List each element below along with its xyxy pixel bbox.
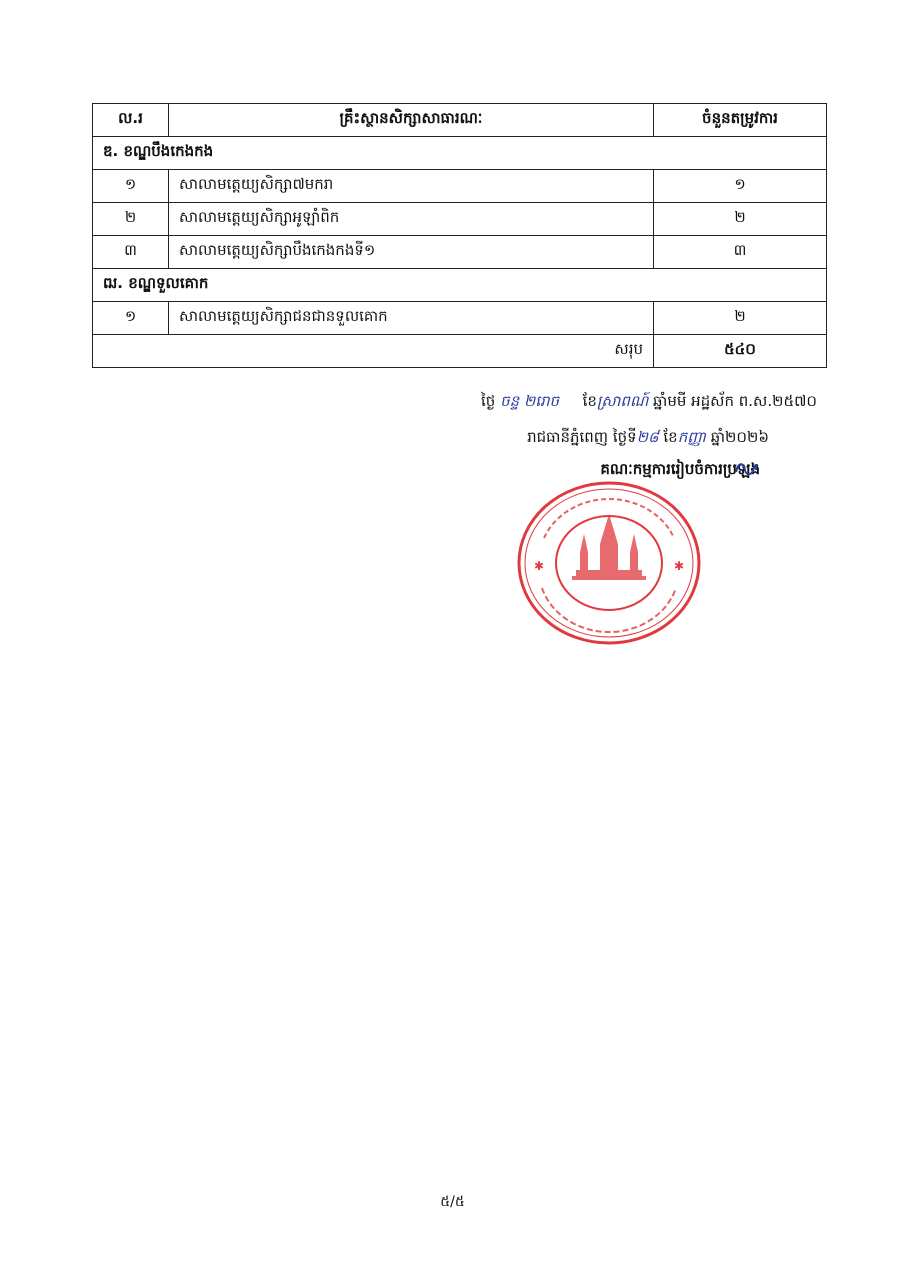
total-value: ៥៤០ <box>654 335 827 368</box>
header-no: ល.រ <box>93 104 169 137</box>
page-number: ៥/៥ <box>440 1194 465 1210</box>
requirements-table <box>92 103 827 368</box>
total-label: សរុប <box>93 335 654 368</box>
svg-text:✱: ✱ <box>674 559 685 573</box>
row-no: ១ <box>93 302 169 335</box>
table-row <box>93 236 827 269</box>
row-no: ១ <box>93 170 169 203</box>
row-count: ២ <box>654 203 827 236</box>
section-title: ឌ. ខណ្ឌបឹងកេងកង <box>93 137 827 170</box>
official-seal <box>514 478 704 648</box>
month-prefix: ខែ <box>663 428 678 446</box>
table-row <box>93 302 827 335</box>
month-handwritten: ស្រាពណ៍ <box>596 392 649 410</box>
row-name: សាលាមត្តេយ្យសិក្សាជនជានទួលគោក <box>169 302 654 335</box>
section-row <box>93 137 827 170</box>
row-no: ៣ <box>93 236 169 269</box>
place-date-prefix: រាជធានីភ្នំពេញ ថ្ងៃទី <box>527 428 637 446</box>
svg-text:✱: ✱ <box>534 559 545 573</box>
table-row <box>93 170 827 203</box>
header-institution: គ្រឹះស្ថានសិក្សាសាធារណៈ <box>169 104 654 137</box>
year-text: ឆ្នាំ២០២៦ <box>710 428 769 446</box>
row-name: សាលាមត្តេយ្យសិក្សា៧មករា <box>169 170 654 203</box>
lunar-date-line <box>481 392 817 414</box>
organization-title: គណៈកម្មការរៀបចំការប្រឡង <box>600 460 760 478</box>
month-name-handwritten: កញ្ញា <box>677 428 706 446</box>
row-name: សាលាមត្តេយ្យសិក្សាអូឡាំពិក <box>169 203 654 236</box>
signature-mark <box>734 460 758 483</box>
header-count: ចំនួនតម្រូវការ <box>654 104 827 137</box>
row-count: ២ <box>654 302 827 335</box>
day-handwritten: ចន្ទ ២រោច <box>500 392 560 410</box>
day-number-handwritten: ២៨ <box>636 428 659 446</box>
row-name: សាលាមត្តេយ្យសិក្សាបឹងកេងកងទី១ <box>169 236 654 269</box>
month-label: ខែ <box>582 392 597 410</box>
section-row <box>93 269 827 302</box>
row-count: ១ <box>654 170 827 203</box>
section-title: ឍ. ខណ្ឌទួលគោក <box>93 269 827 302</box>
place-date-line <box>527 428 769 450</box>
total-row <box>93 335 827 368</box>
table-row <box>93 203 827 236</box>
lunar-year: ឆ្នាំមមី អដ្ឋស័ក ព.ស.២៥៧០ <box>653 392 817 410</box>
row-no: ២ <box>93 203 169 236</box>
table-header-row <box>93 104 827 137</box>
day-label: ថ្ងៃ <box>481 392 496 410</box>
row-count: ៣ <box>654 236 827 269</box>
